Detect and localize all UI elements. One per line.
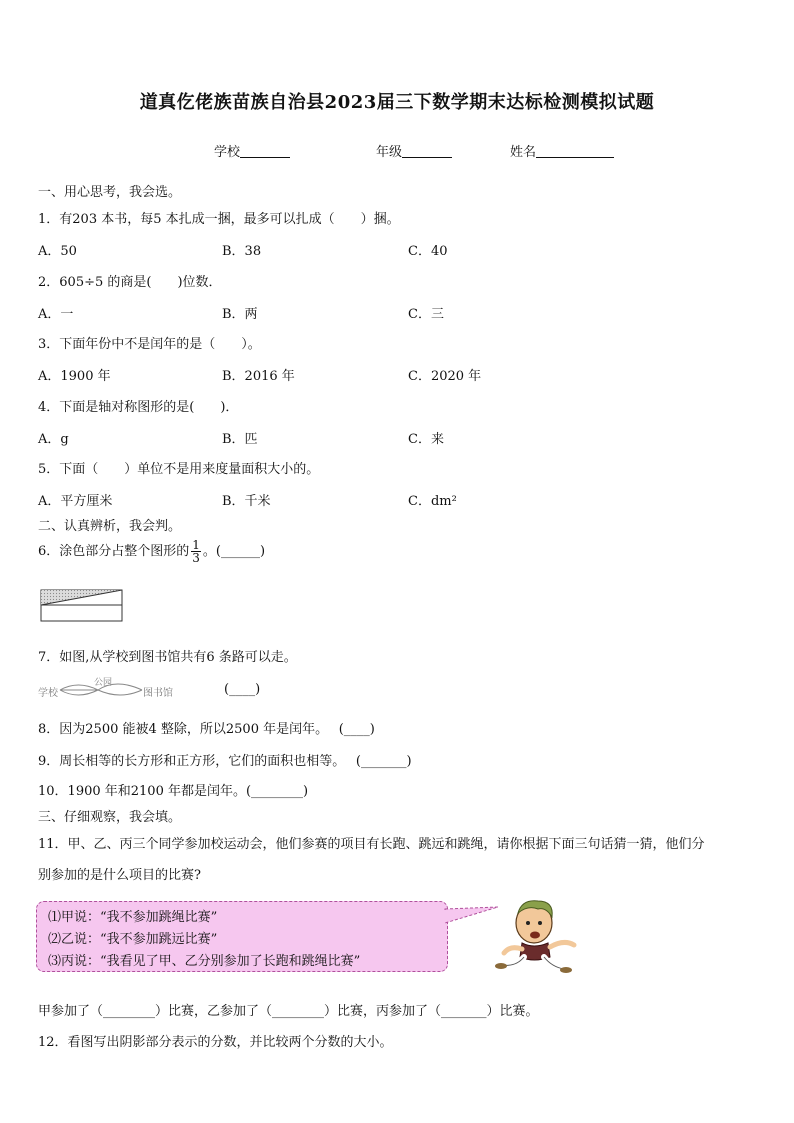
q11-statement-3: ⑶丙说：“我看见了甲、乙分别参加了长跑和跳绳比赛”: [48, 954, 361, 969]
grade-label: 年级: [376, 145, 403, 160]
q6-numerator: 1: [192, 538, 200, 552]
q6-fraction: [191, 539, 201, 564]
q7-route-diagram: [58, 676, 144, 700]
question-12: 12．看图写出阴影部分表示的分数，并比较两个分数的大小。: [38, 1035, 393, 1050]
q1-option-b[interactable]: B．38: [222, 244, 262, 259]
q1-option-c[interactable]: C．40: [408, 244, 448, 259]
q7-label-school: 学校: [38, 688, 58, 699]
q4-option-b[interactable]: B．匹: [222, 432, 258, 447]
q1-option-a[interactable]: A．50: [38, 244, 77, 259]
question-4: 4．下面是轴对称图形的是( )．: [38, 400, 239, 415]
question-1: 1．有203 本书，每5 本扎成一捆，最多可以扎成（ ）捆。: [38, 212, 400, 227]
q4-option-c[interactable]: C．来: [408, 432, 444, 447]
question-10: 10．1900 年和2100 年都是闰年。(________): [38, 784, 309, 799]
q7-answer-blank[interactable]: (____): [224, 682, 261, 697]
q5-option-a[interactable]: A．平方厘米: [38, 494, 113, 509]
question-3: 3．下面年份中不是闰年的是（ ）。: [38, 337, 261, 352]
q2-option-b[interactable]: B．两: [222, 307, 258, 322]
name-label: 姓名: [510, 145, 537, 160]
q7-label-library: 图书馆: [143, 688, 173, 699]
question-7: 7．如图,从学校到图书馆共有6 条路可以走。: [38, 650, 297, 665]
q4-option-a[interactable]: A．g: [38, 432, 69, 447]
school-label: 学校: [214, 145, 241, 160]
school-blank[interactable]: [240, 143, 290, 158]
question-11-line-2: 别参加的是什么项目的比赛?: [38, 868, 201, 883]
q3-option-b[interactable]: B．2016 年: [222, 369, 295, 384]
running-boy-illustration: [494, 895, 578, 977]
q11-statement-2: ⑵乙说：“我不参加跳远比赛”: [48, 932, 218, 947]
q3-option-a[interactable]: A．1900 年: [38, 369, 111, 384]
question-2: 2．605÷5 的商是( )位数．: [38, 275, 222, 290]
q6-text-before: 6．涂色部分占整个图形的: [38, 544, 190, 559]
q11-statement-1: ⑴甲说：“我不参加跳绳比赛”: [48, 910, 218, 925]
section-heading-3: 三、仔细观察，我会填。: [38, 810, 182, 825]
page-title: 道真仡佬族苗族自治县2023届三下数学期末达标检测模拟试题: [139, 92, 655, 113]
q5-option-b[interactable]: B．千米: [222, 494, 271, 509]
q3-option-c[interactable]: C．2020 年: [408, 369, 482, 384]
question-11-line-1: 11．甲、乙、丙三个同学参加校运动会，他们参赛的项目有长跑、跳远和跳绳，请你根据下面三句话猜一猜，他们分: [38, 837, 705, 852]
section-heading-2: 二、认真辨析，我会判。: [38, 519, 182, 534]
q2-option-c[interactable]: C．三: [408, 307, 444, 322]
q7-label-park: 公园: [94, 678, 113, 688]
q2-option-a[interactable]: A．一: [38, 307, 74, 322]
q5-option-c[interactable]: C．dm²: [408, 494, 457, 509]
section-heading-1: 一、用心思考，我会选。: [38, 185, 182, 200]
grade-field[interactable]: [376, 141, 452, 160]
q11-bubble-pointer: [444, 905, 500, 927]
q11-answer-line[interactable]: 甲参加了（________）比赛，乙参加了（________）比赛，丙参加了（_______）比赛。: [38, 1004, 539, 1019]
school-field[interactable]: [214, 141, 290, 160]
q6-text-after: 。(______): [202, 544, 266, 559]
name-field[interactable]: [510, 141, 614, 160]
q6-rectangle-figure: [40, 589, 124, 623]
grade-blank[interactable]: [402, 143, 452, 158]
q6-denominator: 3: [192, 551, 200, 565]
question-5: 5．下面（ ）单位不是用来度量面积大小的。: [38, 462, 320, 477]
name-blank[interactable]: [536, 143, 614, 158]
question-6: [38, 539, 265, 564]
question-8: 8．因为2500 能被4 整除，所以2500 年是闰年。 (____): [38, 722, 375, 737]
question-9: 9．周长相等的长方形和正方形，它们的面积也相等。 (_______): [38, 754, 412, 769]
